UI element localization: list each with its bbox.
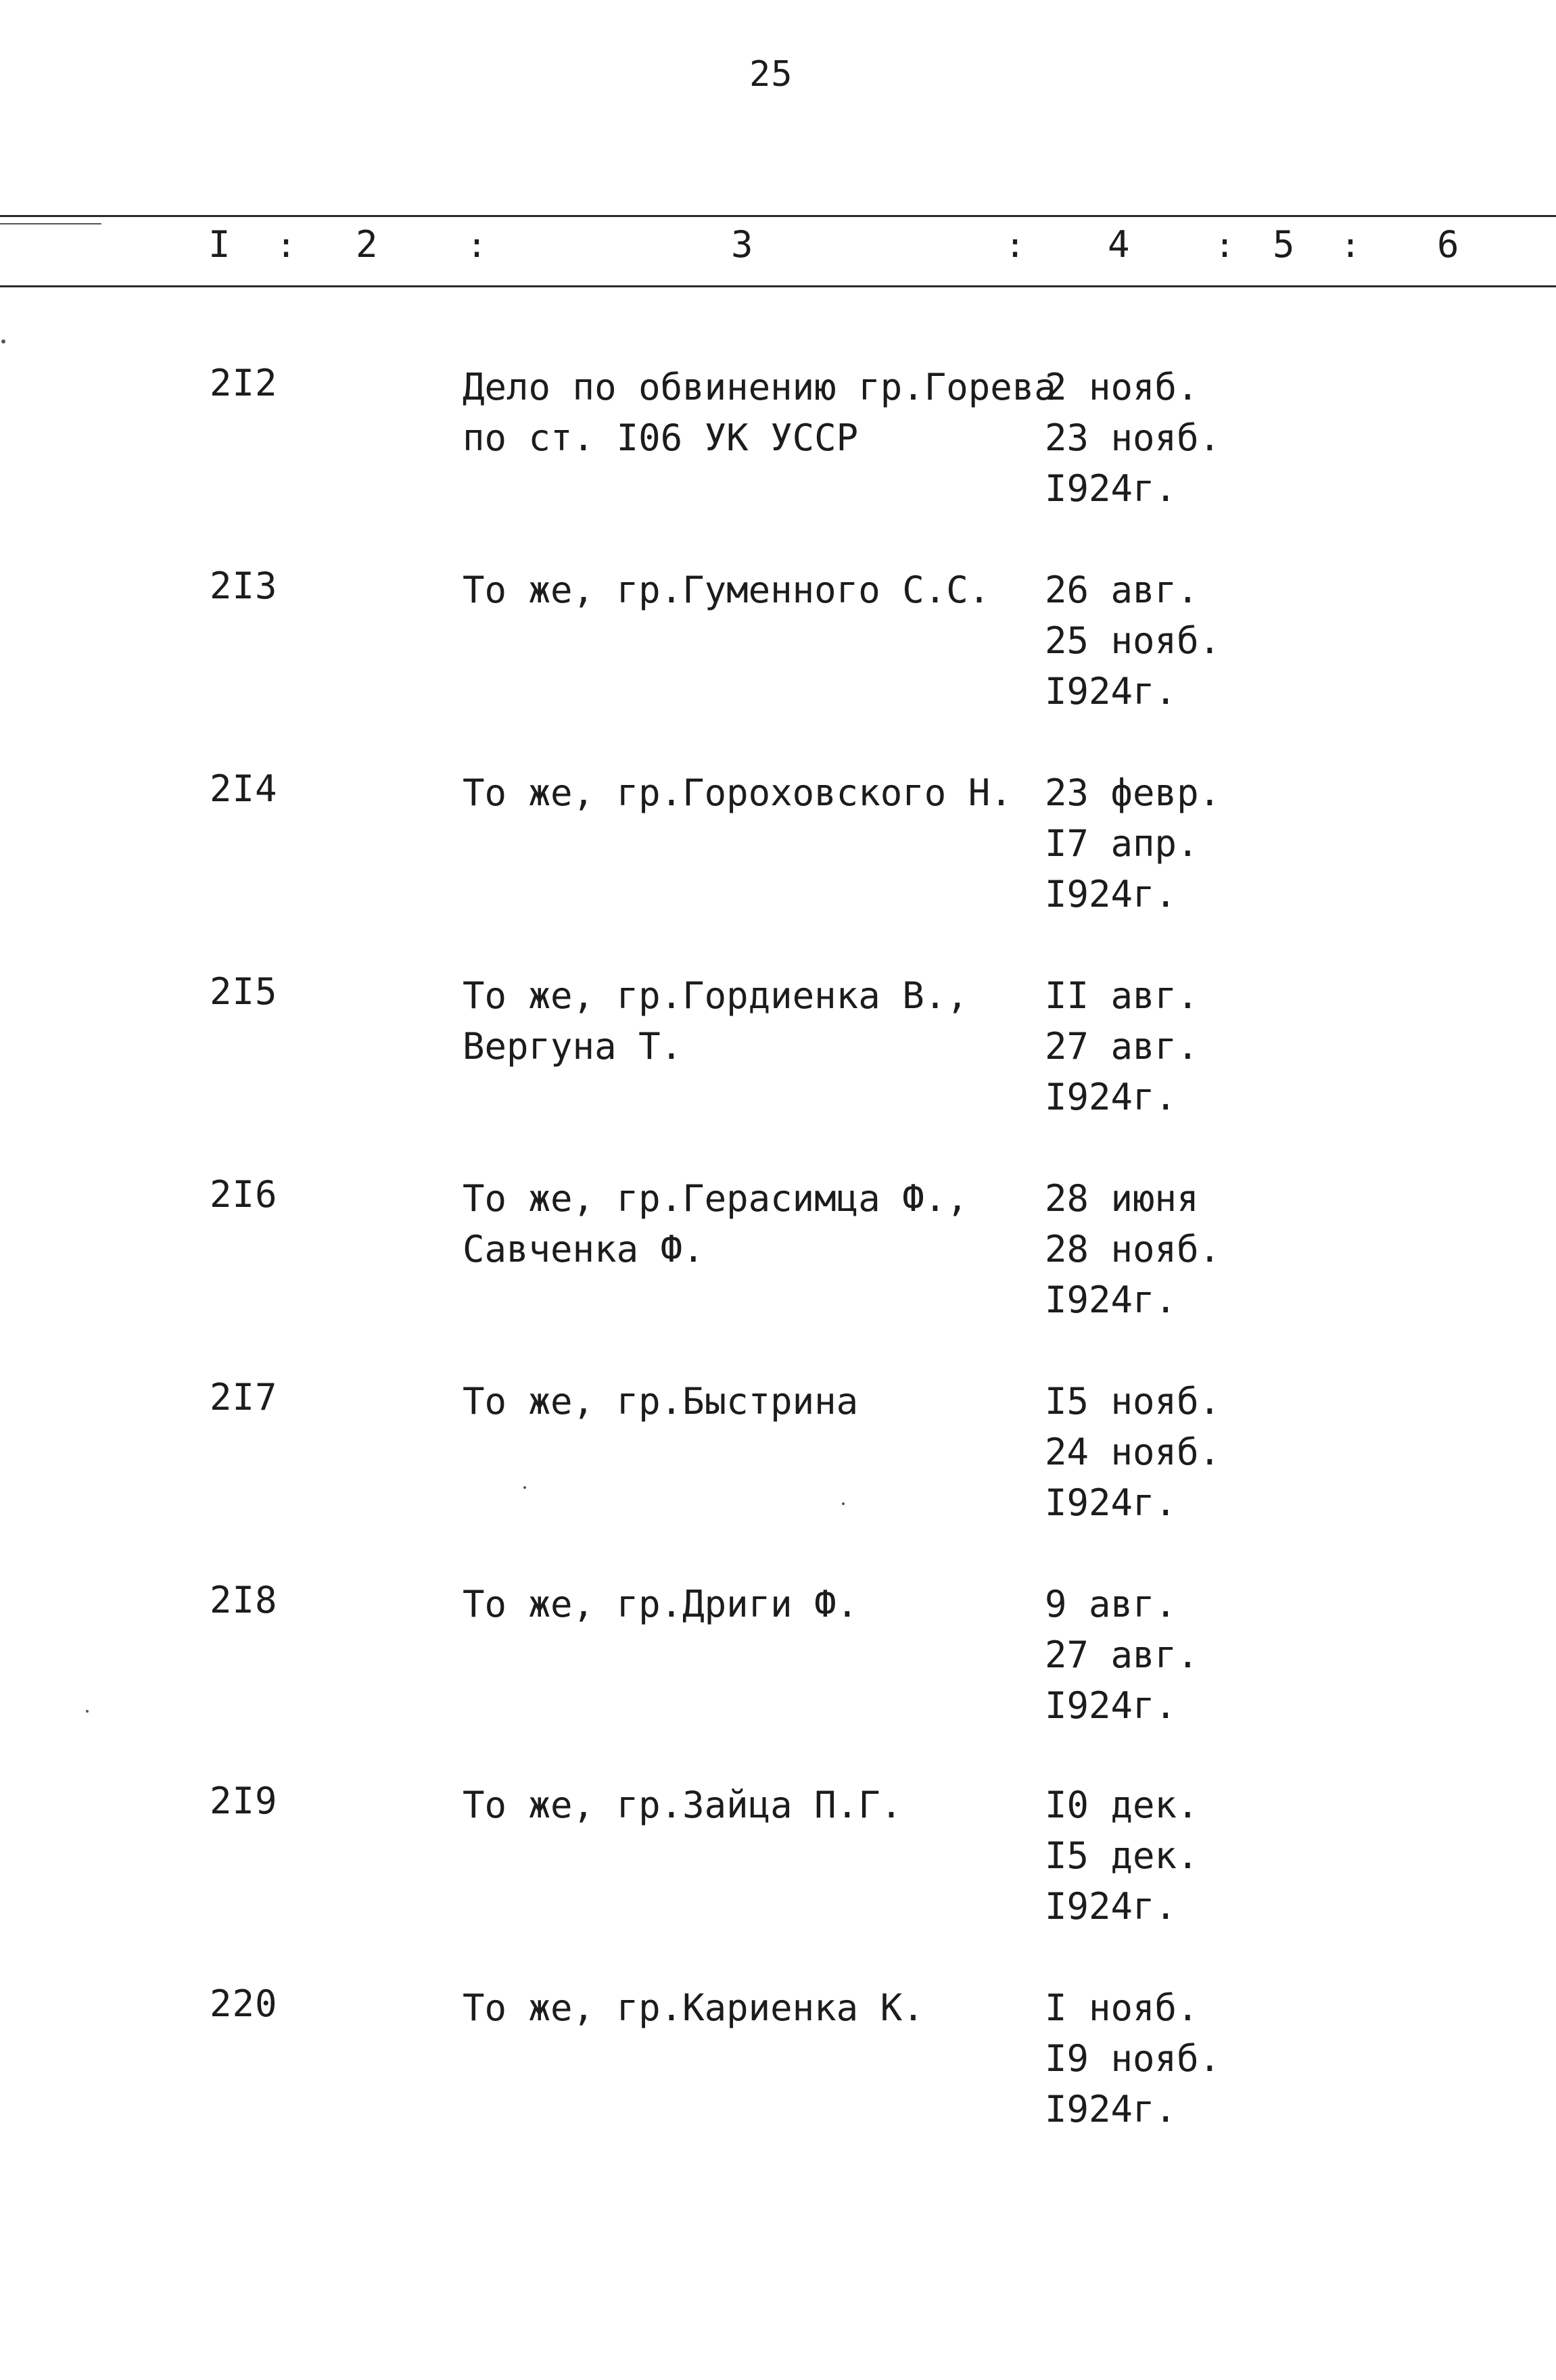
header-bottom-rule [0, 285, 1556, 287]
column-header-3: 3 [731, 223, 753, 266]
record-date-start: 9 авг. [1045, 1583, 1177, 1625]
record-row [0, 565, 1556, 767]
page-number: 25 [749, 54, 793, 95]
column-separator: : [1340, 226, 1361, 265]
scan-speck [523, 1486, 526, 1489]
record-number: 2I4 [210, 767, 278, 810]
record-title-line: То же, гр.Гордиенка В., [463, 974, 968, 1017]
record-number: 2I5 [210, 970, 278, 1013]
record-dates [1045, 1982, 1221, 2135]
record-number: 2I2 [210, 362, 278, 404]
record-dates [1045, 1376, 1221, 1528]
record-title [463, 565, 990, 615]
record-year: I924г. [1045, 873, 1177, 915]
record-date-start: 26 авг. [1045, 569, 1199, 611]
record-date-start: II авг. [1045, 974, 1199, 1017]
record-date-start: 23 февр. [1045, 771, 1221, 814]
record-date-start: I5 нояб. [1045, 1380, 1221, 1423]
record-title [463, 1579, 858, 1629]
record-dates [1045, 565, 1221, 717]
record-year: I924г. [1045, 1885, 1177, 1928]
record-date-start: I0 дек. [1045, 1784, 1199, 1826]
record-title-line: Дело по обвинению гр.Горева [463, 366, 1056, 408]
record-date-start: 28 июня [1045, 1177, 1199, 1220]
record-title-line: То же, гр.Герасимца Ф., [463, 1177, 968, 1220]
record-date-end: 23 нояб. [1045, 416, 1221, 459]
record-number: 2I7 [210, 1376, 278, 1419]
column-header-4: 4 [1108, 223, 1130, 266]
record-title-line: То же, гр.Гороховского Н. [463, 771, 1012, 814]
record-title [463, 1376, 858, 1427]
record-date-start: I нояб. [1045, 1986, 1199, 2029]
record-row [0, 767, 1556, 970]
header-top-rule-short [0, 223, 101, 224]
record-dates [1045, 1780, 1199, 1932]
record-row [0, 1780, 1556, 1982]
record-row [0, 1376, 1556, 1579]
scan-speck [842, 1502, 845, 1505]
record-year: I924г. [1045, 2088, 1177, 2131]
record-date-end: 25 нояб. [1045, 619, 1221, 662]
record-title-line: То же, гр.Кариенка К. [463, 1986, 924, 2029]
record-title [463, 1173, 968, 1275]
record-date-end: 28 нояб. [1045, 1228, 1221, 1270]
scan-speck [86, 1710, 89, 1713]
header-top-rule [0, 215, 1556, 217]
column-header-2: 2 [356, 223, 378, 266]
record-title-line: То же, гр.Зайца П.Г. [463, 1784, 903, 1826]
record-year: I924г. [1045, 1684, 1177, 1727]
record-title-line: Савченка Ф. [463, 1228, 705, 1270]
column-separator: : [1215, 226, 1235, 265]
record-row [0, 362, 1556, 565]
record-title-line: То же, гр.Быстрина [463, 1380, 859, 1423]
record-row [0, 970, 1556, 1173]
record-year: I924г. [1045, 670, 1177, 713]
record-dates [1045, 970, 1199, 1122]
record-date-end: 24 нояб. [1045, 1431, 1221, 1473]
record-title-line: То же, гр.Гуменного С.С. [463, 569, 991, 611]
record-date-end: I7 апр. [1045, 822, 1199, 865]
record-number: 2I6 [210, 1173, 278, 1216]
record-date-end: I9 нояб. [1045, 2037, 1221, 2080]
record-date-end: 27 авг. [1045, 1025, 1199, 1068]
column-header-5: 5 [1273, 223, 1295, 266]
record-title [463, 362, 1056, 463]
record-number: 2I9 [210, 1780, 278, 1822]
scan-speck [1, 339, 5, 343]
record-year: I924г. [1045, 467, 1177, 510]
record-dates [1045, 767, 1221, 920]
record-title-line: Вергуна Т. [463, 1025, 683, 1068]
record-number: 220 [210, 1982, 278, 2025]
record-row [0, 1173, 1556, 1376]
record-row [0, 1982, 1556, 2185]
record-title-line: То же, гр.Дриги Ф. [463, 1583, 859, 1625]
column-header-1: I [208, 223, 231, 266]
record-year: I924г. [1045, 1076, 1177, 1118]
column-header-6: 6 [1437, 223, 1459, 266]
record-date-start: 2 нояб. [1045, 366, 1199, 408]
record-dates [1045, 362, 1221, 514]
record-dates [1045, 1579, 1199, 1731]
record-year: I924г. [1045, 1481, 1177, 1524]
record-row [0, 1579, 1556, 1782]
record-title [463, 970, 968, 1072]
record-title-line: по ст. I06 УК УССР [463, 416, 859, 459]
record-number: 2I8 [210, 1579, 278, 1621]
record-title [463, 767, 1012, 818]
record-year: I924г. [1045, 1279, 1177, 1321]
record-title [463, 1780, 902, 1830]
record-date-end: 27 авг. [1045, 1634, 1199, 1676]
column-separator: : [467, 226, 488, 265]
record-dates [1045, 1173, 1221, 1325]
column-separator: : [276, 226, 297, 265]
record-number: 2I3 [210, 565, 278, 607]
column-separator: : [1005, 226, 1026, 265]
record-date-end: I5 дек. [1045, 1834, 1199, 1877]
record-title [463, 1982, 924, 2033]
